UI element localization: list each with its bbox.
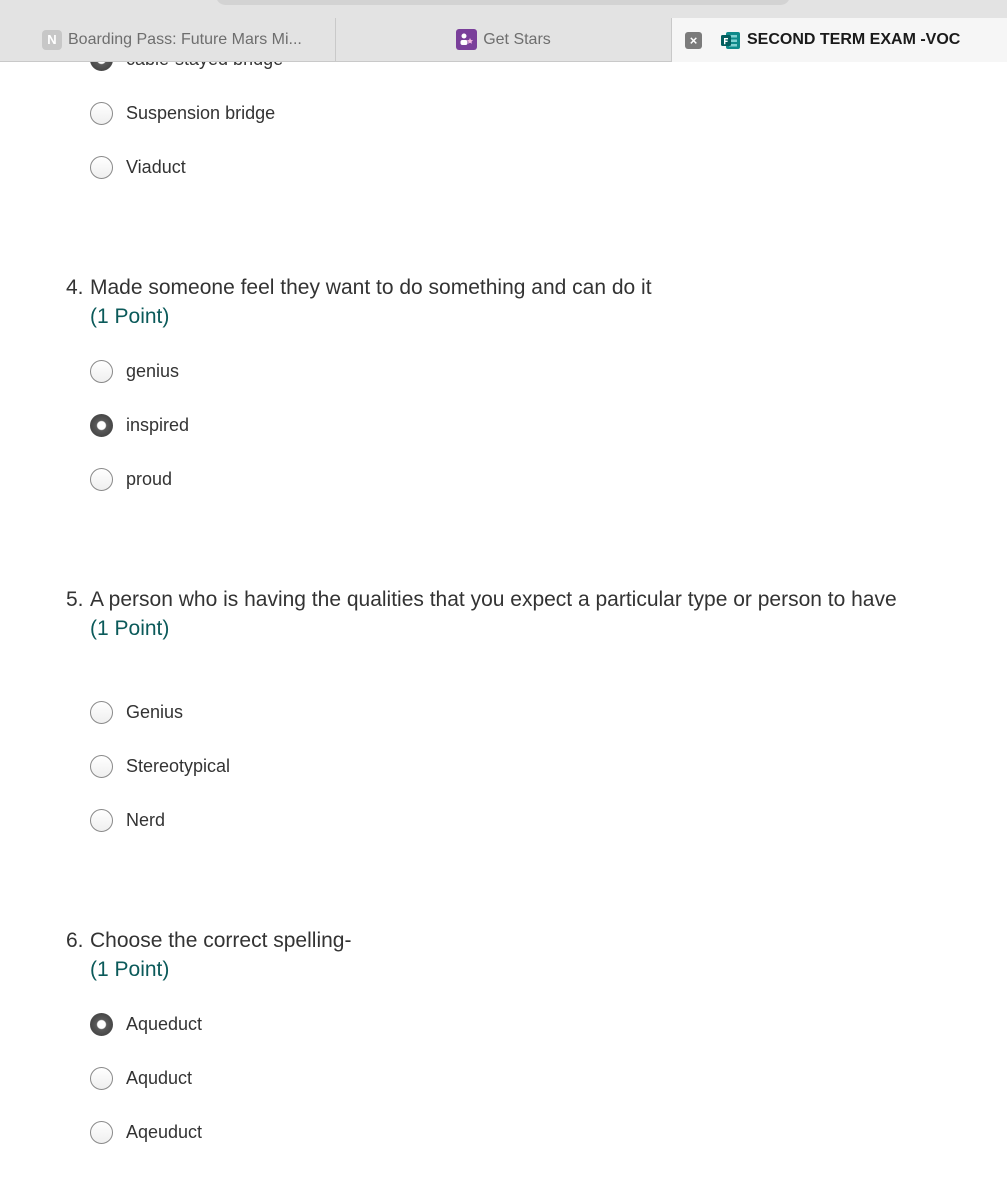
tab-label: Boarding Pass: Future Mars Mi... [68, 30, 302, 48]
option-genius[interactable] [90, 358, 179, 384]
question-points: (1 Point) [90, 305, 170, 328]
radio-button[interactable] [90, 701, 113, 724]
option-label: inspired [126, 414, 190, 435]
question-number: 4. [66, 276, 84, 299]
tab-get-stars[interactable] [336, 18, 672, 61]
option-suspension-bridge[interactable] [90, 100, 275, 126]
option-nerd[interactable] [90, 807, 165, 833]
get-stars-icon [456, 29, 477, 50]
radio-button-selected[interactable] [90, 1013, 113, 1036]
close-icon[interactable]: × [685, 32, 702, 49]
radio-button[interactable] [90, 809, 113, 832]
tab-strip [0, 18, 1007, 62]
radio-button[interactable] [90, 1121, 113, 1144]
option-label: genius [126, 360, 180, 381]
option-label: Suspension bridge [126, 102, 276, 123]
tab-label: Get Stars [483, 30, 551, 48]
question-title [66, 926, 926, 955]
tab-second-term-exam[interactable] [672, 18, 1007, 62]
question-points: (1 Point) [90, 617, 170, 640]
question-4 [66, 273, 926, 331]
tab-boarding-pass[interactable] [0, 18, 336, 61]
option-viaduct[interactable] [90, 154, 186, 180]
radio-button[interactable] [90, 1067, 113, 1090]
option-label: Stereotypical [126, 755, 231, 776]
question-points: (1 Point) [90, 958, 170, 981]
question-text: A person who is having the qualities that you expect a particular type or person to have [90, 588, 897, 611]
option-label: Viaduct [126, 156, 186, 177]
question-5 [66, 585, 906, 643]
radio-button[interactable] [90, 468, 113, 491]
question-text: Choose the correct spelling- [90, 929, 352, 952]
question-title [66, 273, 926, 302]
option-label: Nerd [126, 809, 166, 830]
option-stereotypical[interactable] [90, 753, 230, 779]
tab-label: SECOND TERM EXAM -VOC [747, 31, 961, 48]
notion-icon: N [42, 30, 62, 50]
radio-button[interactable] [90, 755, 113, 778]
radio-button[interactable] [90, 156, 113, 179]
option-label: proud [126, 468, 173, 489]
option-genius-2[interactable] [90, 699, 183, 725]
option-inspired[interactable] [90, 412, 189, 438]
radio-button[interactable] [90, 102, 113, 125]
question-text: Made someone feel they want to do something and can do it [90, 276, 652, 299]
option-aqueduct[interactable] [90, 1011, 202, 1037]
radio-button-selected[interactable] [90, 414, 113, 437]
option-label: Aqueduct [126, 1013, 203, 1034]
question-6 [66, 926, 926, 984]
question-number: 5. [66, 588, 84, 611]
option-label: Aqeuduct [126, 1121, 203, 1142]
address-bar[interactable] [216, 0, 790, 5]
question-number: 6. [66, 929, 84, 952]
ms-forms-icon [720, 30, 741, 51]
option-label: Genius [126, 701, 184, 722]
question-title [66, 585, 906, 614]
option-label: Aquduct [126, 1067, 193, 1088]
option-aquduct[interactable] [90, 1065, 192, 1091]
browser-tab-bar [0, 0, 1007, 62]
option-aqeuduct[interactable] [90, 1119, 202, 1145]
option-proud[interactable] [90, 466, 172, 492]
radio-button[interactable] [90, 360, 113, 383]
